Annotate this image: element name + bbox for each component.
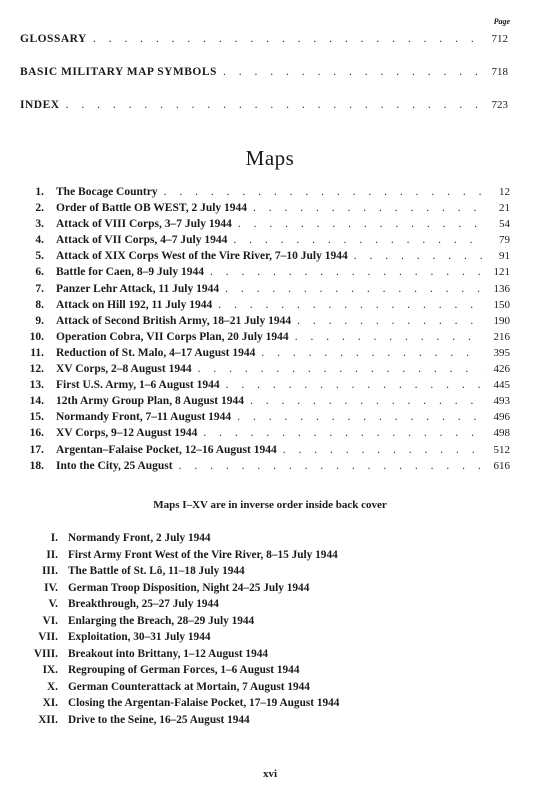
map-number: 6. — [35, 266, 44, 279]
map-number: 13. — [29, 379, 44, 392]
map-number: 18. — [29, 459, 44, 472]
map-roman-number: IV. — [44, 581, 58, 594]
map-title: Panzer Lehr Attack, 11 July 1944 — [56, 282, 220, 295]
dot-leader — [66, 99, 486, 111]
map-page: 91 — [499, 250, 510, 263]
map-number: 15. — [29, 411, 44, 424]
map-title: 12th Army Group Plan, 8 August 1944 — [56, 395, 244, 408]
dot-leader — [253, 202, 482, 214]
maps-list — [20, 186, 510, 476]
map-page: 445 — [493, 379, 510, 392]
map-page: 395 — [493, 346, 510, 359]
dot-leader — [210, 266, 482, 278]
map-page: 493 — [493, 395, 510, 408]
map-entry[interactable] — [20, 379, 510, 395]
dot-leader — [233, 234, 482, 246]
dot-leader — [250, 395, 482, 407]
map-number: 14. — [29, 395, 44, 408]
map-page: 79 — [499, 234, 510, 247]
map-roman-number: VIII. — [33, 647, 58, 660]
page-column-label: Page — [493, 17, 510, 26]
back-cover-map-entry[interactable] — [20, 631, 490, 648]
map-page: 54 — [499, 218, 510, 231]
dot-leader — [237, 411, 482, 423]
map-roman-number: XI. — [42, 697, 58, 709]
toc-entry-page: 718 — [491, 66, 508, 78]
map-roman-number: XII. — [38, 713, 58, 726]
map-title: Argentan–Falaise Pocket, 12–16 August 1944 — [56, 443, 277, 456]
back-cover-map-entry[interactable] — [20, 549, 490, 566]
map-title: Regrouping of German Forces, 1–6 August 1944 — [68, 664, 300, 676]
toc-entry-page: 723 — [491, 99, 508, 111]
map-number: 10. — [29, 330, 44, 343]
map-title: XV Corps, 9–12 August 1944 — [56, 427, 198, 440]
map-title: Into the City, 25 August — [56, 459, 173, 472]
map-entry[interactable] — [20, 234, 510, 250]
back-cover-map-entry[interactable] — [20, 681, 490, 698]
maps-heading: Maps — [245, 146, 295, 170]
map-entry[interactable] — [20, 218, 510, 234]
map-title: Operation Cobra, VII Corps Plan, 20 July 1944 — [56, 330, 289, 343]
map-number: 1. — [35, 186, 44, 198]
map-number: 11. — [30, 346, 44, 359]
map-title: Drive to the Seine, 16–25 August 1944 — [68, 713, 250, 726]
map-number: 4. — [35, 234, 44, 247]
map-entry[interactable] — [20, 315, 510, 331]
map-page: 150 — [493, 298, 510, 311]
map-number: 12. — [29, 363, 44, 376]
toc-entry-glossary[interactable] — [20, 33, 508, 45]
map-roman-number: VI. — [42, 614, 58, 627]
back-cover-map-entry[interactable] — [20, 615, 490, 632]
map-number: 2. — [35, 202, 44, 215]
back-cover-map-entry[interactable] — [20, 664, 490, 681]
page-folio: xvi — [262, 768, 278, 780]
back-cover-map-entry[interactable] — [20, 532, 490, 549]
map-page: 496 — [493, 411, 510, 424]
map-title: First Army Front West of the Vire River, 8–15 July 1944 — [68, 548, 338, 561]
map-title: Breakthrough, 25–27 July 1944 — [68, 598, 219, 610]
map-title: Battle for Caen, 8–9 July 1944 — [56, 266, 205, 279]
map-page: 121 — [493, 266, 510, 279]
map-roman-number: X. — [47, 680, 58, 693]
map-entry[interactable] — [20, 331, 510, 347]
map-title: Attack of XIX Corps West of the Vire River, 7–10 July 1944 — [56, 250, 348, 263]
map-number: 8. — [35, 298, 44, 311]
map-title: Normandy Front, 2 July 1944 — [68, 532, 211, 544]
map-entry[interactable] — [20, 444, 510, 460]
map-entry[interactable] — [20, 460, 510, 476]
map-title: Closing the Argentan-Falaise Pocket, 17–19 August 1944 — [68, 697, 340, 709]
toc-entry-map-symbols[interactable] — [20, 66, 508, 78]
map-title: German Counterattack at Mortain, 7 August 1944 — [68, 680, 310, 693]
map-entry[interactable] — [20, 427, 510, 443]
back-cover-maps-list — [20, 532, 490, 730]
map-title: Attack of VIII Corps, 3–7 July 1944 — [56, 218, 232, 231]
map-title: Attack of VII Corps, 4–7 July 1944 — [56, 234, 228, 247]
map-number: 9. — [35, 314, 44, 327]
toc-entry-label: INDEX — [20, 99, 60, 111]
dot-leader — [93, 33, 486, 45]
map-entry[interactable] — [20, 250, 510, 266]
map-number: 16. — [29, 427, 44, 440]
map-page: 216 — [493, 330, 510, 343]
dot-leader — [261, 347, 482, 359]
toc-entry-page: 712 — [491, 33, 508, 45]
map-entry[interactable] — [20, 411, 510, 427]
back-cover-map-entry[interactable] — [20, 714, 490, 731]
map-entry[interactable] — [20, 299, 510, 315]
map-title: Exploitation, 30–31 July 1944 — [68, 631, 211, 643]
toc-entry-label: GLOSSARY — [20, 33, 87, 45]
map-roman-number: V. — [48, 598, 58, 610]
map-title: Normandy Front, 7–11 August 1944 — [56, 411, 232, 424]
map-page: 512 — [493, 443, 510, 456]
map-page: 136 — [493, 282, 510, 295]
map-title: Breakout into Brittany, 1–12 August 1944 — [68, 647, 269, 660]
dot-leader — [198, 363, 482, 375]
back-cover-map-entry[interactable] — [20, 648, 490, 665]
map-title: Reduction of St. Malo, 4–17 August 1944 — [56, 346, 256, 359]
dot-leader — [354, 250, 482, 262]
dot-leader — [179, 460, 482, 472]
map-roman-number: II. — [46, 548, 58, 561]
map-title: German Troop Disposition, Night 24–25 July 1944 — [68, 581, 310, 594]
dot-leader — [283, 444, 482, 456]
dot-leader — [203, 427, 482, 439]
map-number: 7. — [35, 282, 44, 295]
map-title: Order of Battle OB WEST, 2 July 1944 — [56, 202, 248, 215]
dot-leader — [238, 218, 482, 230]
dot-leader — [164, 186, 482, 198]
map-entry[interactable] — [20, 347, 510, 363]
back-cover-map-entry[interactable] — [20, 565, 490, 582]
map-entry[interactable] — [20, 395, 510, 411]
map-number: 3. — [35, 218, 44, 231]
back-cover-map-entry[interactable] — [20, 598, 490, 615]
map-title: The Bocage Country — [56, 186, 158, 198]
map-page: 498 — [493, 427, 510, 440]
dot-leader — [223, 66, 486, 78]
back-cover-map-entry[interactable] — [20, 582, 490, 599]
map-title: The Battle of St. Lô, 11–18 July 1944 — [68, 565, 245, 577]
dot-leader — [226, 379, 482, 391]
map-title: First U.S. Army, 1–6 August 1944 — [56, 379, 220, 392]
map-entry[interactable] — [20, 186, 510, 202]
map-title: XV Corps, 2–8 August 1944 — [56, 363, 192, 376]
map-entry[interactable] — [20, 283, 510, 299]
map-title: Enlarging the Breach, 28–29 July 1944 — [68, 614, 255, 627]
map-entry[interactable] — [20, 202, 510, 218]
map-title: Attack of Second British Army, 18–21 July 1944 — [56, 314, 292, 327]
dot-leader — [225, 283, 482, 295]
map-roman-number: I. — [50, 532, 58, 544]
map-page: 616 — [493, 459, 510, 472]
map-roman-number: IX. — [42, 664, 58, 676]
back-cover-note: Maps I–XV are in inverse order inside back cover — [153, 499, 387, 511]
map-page: 21 — [499, 202, 510, 215]
map-page: 12 — [499, 186, 510, 198]
dot-leader — [218, 299, 482, 311]
map-number: 17. — [29, 443, 44, 456]
toc-entry-label: BASIC MILITARY MAP SYMBOLS — [20, 66, 217, 78]
back-cover-map-entry[interactable] — [20, 697, 490, 714]
map-roman-number: III. — [41, 565, 58, 577]
map-title: Attack on Hill 192, 11 July 1944 — [56, 298, 213, 311]
toc-entry-index[interactable] — [20, 99, 508, 111]
dot-leader — [297, 315, 482, 327]
map-roman-number: VII. — [38, 631, 58, 643]
dot-leader — [295, 331, 482, 343]
map-entry[interactable] — [20, 363, 510, 379]
map-page: 190 — [493, 314, 510, 327]
map-entry[interactable] — [20, 266, 510, 282]
map-number: 5. — [35, 250, 44, 263]
map-page: 426 — [493, 363, 510, 376]
